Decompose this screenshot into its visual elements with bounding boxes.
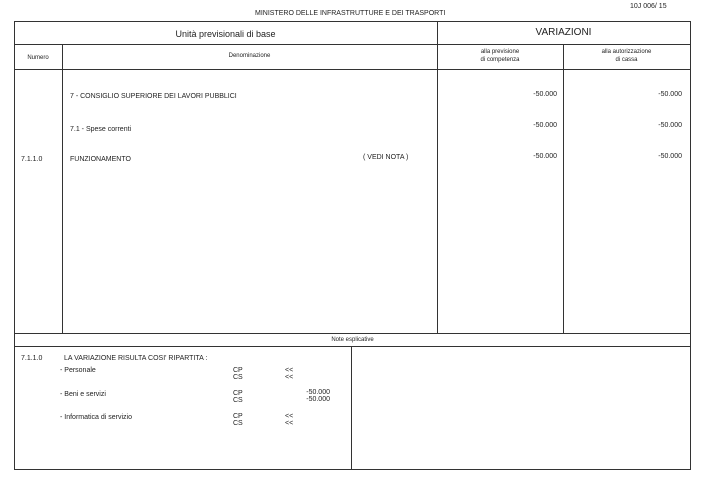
- notes-item-cp-value: <<: [285, 367, 294, 374]
- notes-item-label: - Beni e servizi: [60, 391, 106, 398]
- row-denominazione: 7 - CONSIGLIO SUPERIORE DEI LAVORI PUBBLICI: [70, 93, 237, 100]
- row-competenza: -50.000: [533, 122, 557, 129]
- row-denominazione: FUNZIONAMENTO: [70, 156, 131, 163]
- notes-item-cs-value: <<: [285, 420, 294, 427]
- upb-header: Unità previsionali di base: [175, 29, 276, 39]
- row-cassa: -50.000: [658, 153, 682, 160]
- numero-column-header: Numero: [27, 55, 49, 61]
- notes-item-cp: CP: [233, 413, 243, 420]
- ministry-title: MINISTERO DELLE INFRASTRUTTURE E DEI TRASPORTI: [255, 10, 446, 17]
- notes-item-cs: CS: [233, 397, 243, 404]
- notes-item-cs: CS: [233, 374, 243, 381]
- row-denominazione: 7.1 - Spese correnti: [70, 126, 132, 133]
- notes-item-cs-value: <<: [285, 374, 294, 381]
- variazioni-header: VARIAZIONI: [535, 27, 592, 38]
- row-competenza: -50.000: [533, 91, 557, 98]
- notes-numero: 7.1.1.0: [21, 355, 43, 362]
- notes-item-label: - Personale: [60, 367, 96, 374]
- row-numero: 7.1.1.0: [21, 156, 43, 163]
- notes-item-cs: CS: [233, 420, 243, 427]
- notes-item-cp: CP: [233, 390, 243, 397]
- row-nota: ( VEDI NOTA ): [363, 154, 409, 161]
- notes-item-label: - Informatica di servizio: [60, 414, 132, 421]
- competenza-column-header: alla previsione di competenza: [480, 49, 520, 63]
- notes-item-cp-value: <<: [285, 413, 294, 420]
- notes-item-cs-value: -50.000: [306, 396, 330, 403]
- row-cassa: -50.000: [658, 91, 682, 98]
- notes-intro: LA VARIAZIONE RISULTA COSI' RIPARTITA :: [64, 355, 208, 362]
- row-competenza: -50.000: [533, 153, 557, 160]
- denominazione-column-header: Denominazione: [228, 53, 271, 59]
- notes-item-cp-value: -50.000: [306, 389, 330, 396]
- cassa-column-header: alla autorizzazione di cassa: [601, 49, 652, 63]
- row-cassa: -50.000: [658, 122, 682, 129]
- notes-title: Note esplicative: [331, 337, 374, 343]
- notes-item-cp: CP: [233, 367, 243, 374]
- page-reference: 10J 006/ 15: [630, 3, 667, 10]
